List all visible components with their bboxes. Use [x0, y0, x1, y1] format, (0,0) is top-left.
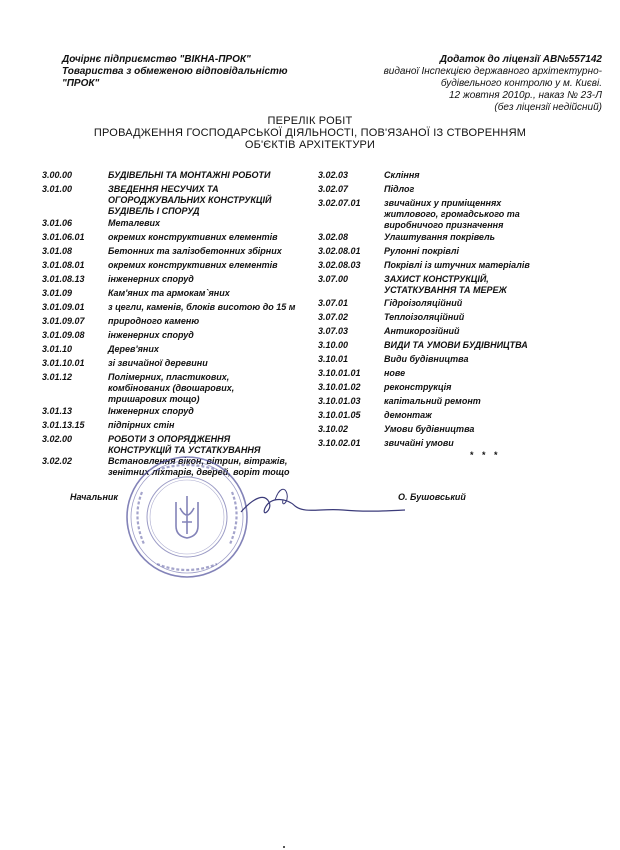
work-item-code: 3.01.10.01 — [42, 358, 85, 368]
issuer-block — [62, 54, 322, 90]
work-item-code: 3.01.09.08 — [42, 330, 85, 340]
work-item-text: окремих конструктивних елементів — [108, 232, 278, 242]
work-item-text: звичайних у приміщеннях — [384, 198, 502, 208]
work-list-right-column — [318, 170, 580, 470]
work-item-text: реконструкція — [384, 382, 452, 392]
work-item-code: 3.07.00 — [318, 274, 349, 284]
work-item-code: 3.01.08.01 — [42, 260, 85, 270]
work-item-code: 3.01.09 — [42, 288, 73, 298]
work-item-text: нове — [384, 368, 406, 378]
work-item-code: 3.01.06.01 — [42, 232, 85, 242]
work-item-code: 3.02.08.03 — [318, 260, 361, 270]
issuer-line-3: "ПРОК" — [62, 78, 100, 89]
work-item-code: 3.02.00 — [42, 434, 73, 444]
work-item-text: Кам'яних та армокам`яних — [108, 288, 230, 298]
work-item-text: демонтаж — [384, 410, 432, 420]
issuer-line-2: Товариства з обмеженою відповідальністю — [62, 66, 288, 77]
work-item-code: 3.01.12 — [42, 372, 73, 382]
work-item-code: 3.01.09.01 — [42, 302, 85, 312]
document-title — [60, 115, 560, 151]
license-number: Додаток до ліцензії АВ№557142 — [439, 54, 602, 65]
signatory-position: Начальник — [70, 492, 118, 502]
work-item-code: 3.10.02.01 — [318, 438, 361, 448]
work-item-text: Встановлення вікон, вітрин, вітражів, — [108, 456, 288, 466]
work-item-text: Гідроізоляційний — [384, 298, 463, 308]
license-validity-note: (без ліцензії недійсний) — [494, 102, 602, 113]
work-item-code: 3.10.01.05 — [318, 410, 361, 420]
work-item-text: виробничого призначення — [384, 220, 504, 230]
work-item-text: звичайні умови — [384, 438, 454, 448]
work-item-code: 3.10.00 — [318, 340, 349, 350]
work-item-code: 3.01.09.07 — [42, 316, 85, 326]
work-item-text: інженерних споруд — [108, 274, 194, 284]
handwritten-signature — [235, 478, 410, 538]
work-item-code: 3.01.00 — [42, 184, 73, 194]
work-item-text: комбінованих (двошарових, — [108, 383, 235, 393]
title-line-3: ОБ'ЄКТІВ АРХІТЕКТУРИ — [244, 139, 376, 151]
work-item-code: 3.01.06 — [42, 218, 73, 228]
work-item-text: ВИДИ ТА УМОВИ БУДІВНИЦТВА — [384, 340, 528, 350]
work-item-text: зі звичайної деревини — [108, 358, 208, 368]
work-item-code: 3.02.03 — [318, 170, 349, 180]
work-item-text: Антикорозійний — [384, 326, 460, 336]
work-item-code: 3.02.02 — [42, 456, 73, 466]
work-item-code: 3.10.01.03 — [318, 396, 361, 406]
signatory-name: О. Бушовський — [398, 492, 466, 502]
work-item-code: 3.01.10 — [42, 344, 73, 354]
work-item-code: 3.01.13 — [42, 406, 73, 416]
work-item-code: 3.10.01.01 — [318, 368, 361, 378]
work-item-text: Підлог — [384, 184, 415, 194]
work-item-code: 3.02.07.01 — [318, 198, 361, 208]
work-item-code: 3.00.00 — [42, 170, 73, 180]
work-item-code: 3.10.02 — [318, 424, 349, 434]
work-item-text: БУДІВЕЛЬ І СПОРУД — [108, 206, 200, 216]
work-item-text: Металевих — [108, 218, 161, 228]
work-item-text: Рулонні покрівлі — [384, 246, 459, 256]
work-item-code: 3.07.02 — [318, 312, 349, 322]
work-item-text: інженерних споруд — [108, 330, 194, 340]
title-line-2: ПРОВАДЖЕННЯ ГОСПОДАРСЬКОЇ ДІЯЛЬНОСТІ, ПОВ'ЯЗАНОЇ ІЗ СТВОРЕННЯМ — [93, 127, 527, 139]
work-item-text: природного каменю — [108, 316, 200, 326]
work-item-text: житлового, громадського та — [384, 209, 520, 219]
work-item-text: Інженерних споруд — [108, 406, 194, 416]
work-item-text: з цегли, каменів, блоків висотою до 15 м — [108, 302, 296, 312]
work-item-text: КОНСТРУКЦІЙ ТА УСТАТКУВАННЯ — [108, 445, 261, 455]
end-mark: * * * — [470, 450, 501, 460]
work-item-text: капітальний ремонт — [384, 396, 481, 406]
work-item-text: Покрівлі із штучних матеріалів — [384, 260, 530, 270]
work-item-text: ОГОРОДЖУВАЛЬНИХ КОНСТРУКЦІЙ — [108, 195, 272, 205]
work-item-code: 3.10.01.02 — [318, 382, 361, 392]
scan-speck — [283, 846, 285, 848]
work-item-text: Види будівництва — [384, 354, 469, 364]
work-item-text: ЗВЕДЕННЯ НЕСУЧИХ ТА — [108, 184, 219, 194]
work-item-text: Бетонних та залізобетонних збірних — [108, 246, 282, 256]
license-reference-block — [340, 54, 602, 114]
work-item-text: окремих конструктивних елементів — [108, 260, 278, 270]
title-line-1: ПЕРЕЛІК РОБІТ — [267, 115, 353, 127]
work-item-text: зенітних ліхтарів, дверей, воріт тощо — [108, 467, 290, 477]
official-stamp-seal — [122, 452, 252, 582]
license-issuer-line-2: будівельного контролю у м. Києві. — [440, 78, 602, 89]
work-item-code: 3.07.03 — [318, 326, 349, 336]
work-item-text: Улаштування покрівель — [384, 232, 495, 242]
work-item-text: Теплоізоляційний — [384, 312, 465, 322]
work-item-text: ЗАХИСТ КОНСТРУКЦІЙ, — [384, 274, 489, 284]
work-item-text: Дерев'яних — [108, 344, 159, 354]
work-item-code: 3.10.01 — [318, 354, 349, 364]
work-item-text: УСТАТКУВАННЯ ТА МЕРЕЖ — [384, 285, 507, 295]
work-item-text: підпірних стін — [108, 420, 175, 430]
work-item-text: Полімерних, пластикових, — [108, 372, 230, 382]
issuer-line-1: Дочірнє підприємство "ВІКНА-ПРОК" — [62, 54, 251, 65]
work-item-text: Умови будівництва — [384, 424, 475, 434]
license-date-order: 12 жовтня 2010р., наказ № 23-Л — [448, 90, 602, 101]
work-item-text: БУДІВЕЛЬНІ ТА МОНТАЖНІ РОБОТИ — [108, 170, 271, 180]
work-list-left-column — [42, 170, 304, 490]
work-item-code: 3.01.08 — [42, 246, 73, 256]
work-item-text: РОБОТИ З ОПОРЯДЖЕННЯ — [108, 434, 231, 444]
work-item-code: 3.01.13.15 — [42, 420, 85, 430]
work-item-code: 3.02.08 — [318, 232, 349, 242]
work-item-text: тришарових тощо) — [108, 394, 200, 404]
work-item-code: 3.01.08.13 — [42, 274, 85, 284]
work-item-code: 3.07.01 — [318, 298, 349, 308]
work-item-code: 3.02.07 — [318, 184, 349, 194]
license-issuer-line-1: виданої Інспекцією державного архітектурно- — [383, 66, 602, 77]
work-item-text: Скління — [384, 170, 420, 180]
work-item-code: 3.02.08.01 — [318, 246, 361, 256]
